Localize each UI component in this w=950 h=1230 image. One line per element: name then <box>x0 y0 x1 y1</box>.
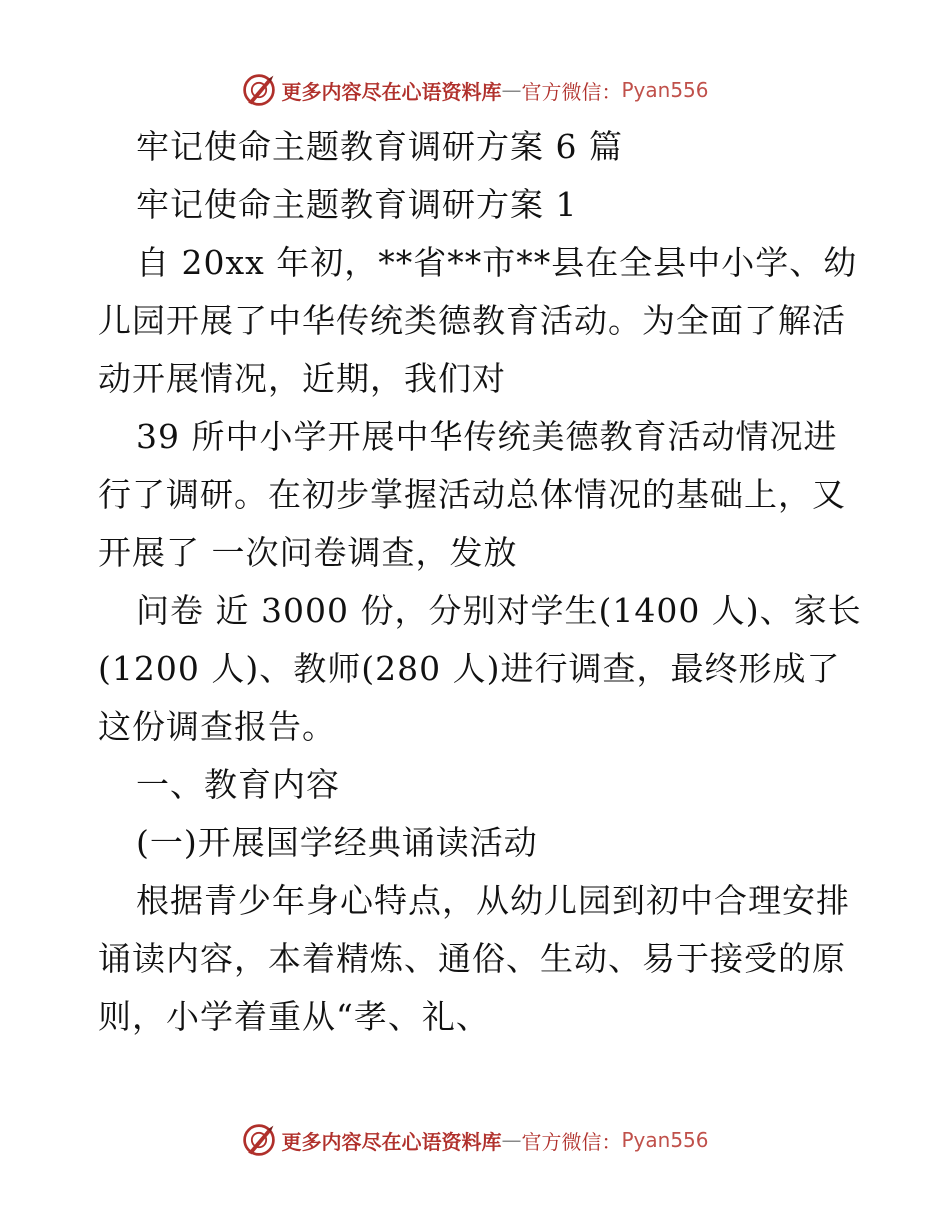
banner-separator: — <box>501 78 522 102</box>
paragraph-line: (1200 人)、教师(280 人)进行调查，最终形成了 <box>98 649 841 688</box>
quill-seal-logo-icon <box>241 72 277 108</box>
banner-wechat-label: 官方微信： <box>521 79 622 104</box>
header-watermark-banner <box>0 70 950 110</box>
paragraph-line: 儿园开展了中华传统类德教育活动。为全面了解活 <box>98 301 846 340</box>
banner-main-text: 更多内容尽在心语资料库 <box>281 1129 502 1154</box>
section-heading: 一、教育内容 <box>136 765 340 804</box>
paragraph-line: 动开展情况，近期，我们对 <box>98 359 506 398</box>
banner-wechat-id: Pyan556 <box>621 1128 709 1152</box>
paragraph-line: 开展了 一次问卷调查，发放 <box>98 533 518 572</box>
section-heading: 牢记使命主题教育调研方案 1 <box>136 185 578 224</box>
subsection-heading: (一)开展国学经典诵读活动 <box>136 823 538 862</box>
paragraph-line: 则，小学着重从“孝、礼、 <box>98 997 490 1036</box>
paragraph-line: 这份调查报告。 <box>98 707 336 746</box>
banner-wechat-label: 官方微信： <box>521 1129 622 1154</box>
banner-separator: — <box>501 1128 522 1152</box>
paragraph-line: 自 20xx 年初，**省**市**县在全县中小学、幼 <box>136 243 858 282</box>
paragraph-line: 诵读内容，本着精炼、通俗、生动、易于接受的原 <box>98 939 846 978</box>
paragraph-line: 39 所中小学开展中华传统美德教育活动情况进 <box>136 417 838 456</box>
paragraph-line: 行了调研。在初步掌握活动总体情况的基础上，又 <box>98 475 846 514</box>
paragraph-line: 根据青少年身心特点，从幼儿园到初中合理安排 <box>136 881 850 920</box>
footer-watermark-banner <box>0 1120 950 1160</box>
banner-main-text: 更多内容尽在心语资料库 <box>281 79 502 104</box>
document-title: 牢记使命主题教育调研方案 6 篇 <box>136 127 623 166</box>
paragraph-line: 问卷 近 3000 份，分别对学生(1400 人)、家长 <box>136 591 862 630</box>
document-body <box>98 118 862 1046</box>
quill-seal-logo-icon <box>241 1122 277 1158</box>
banner-wechat-id: Pyan556 <box>621 78 709 102</box>
